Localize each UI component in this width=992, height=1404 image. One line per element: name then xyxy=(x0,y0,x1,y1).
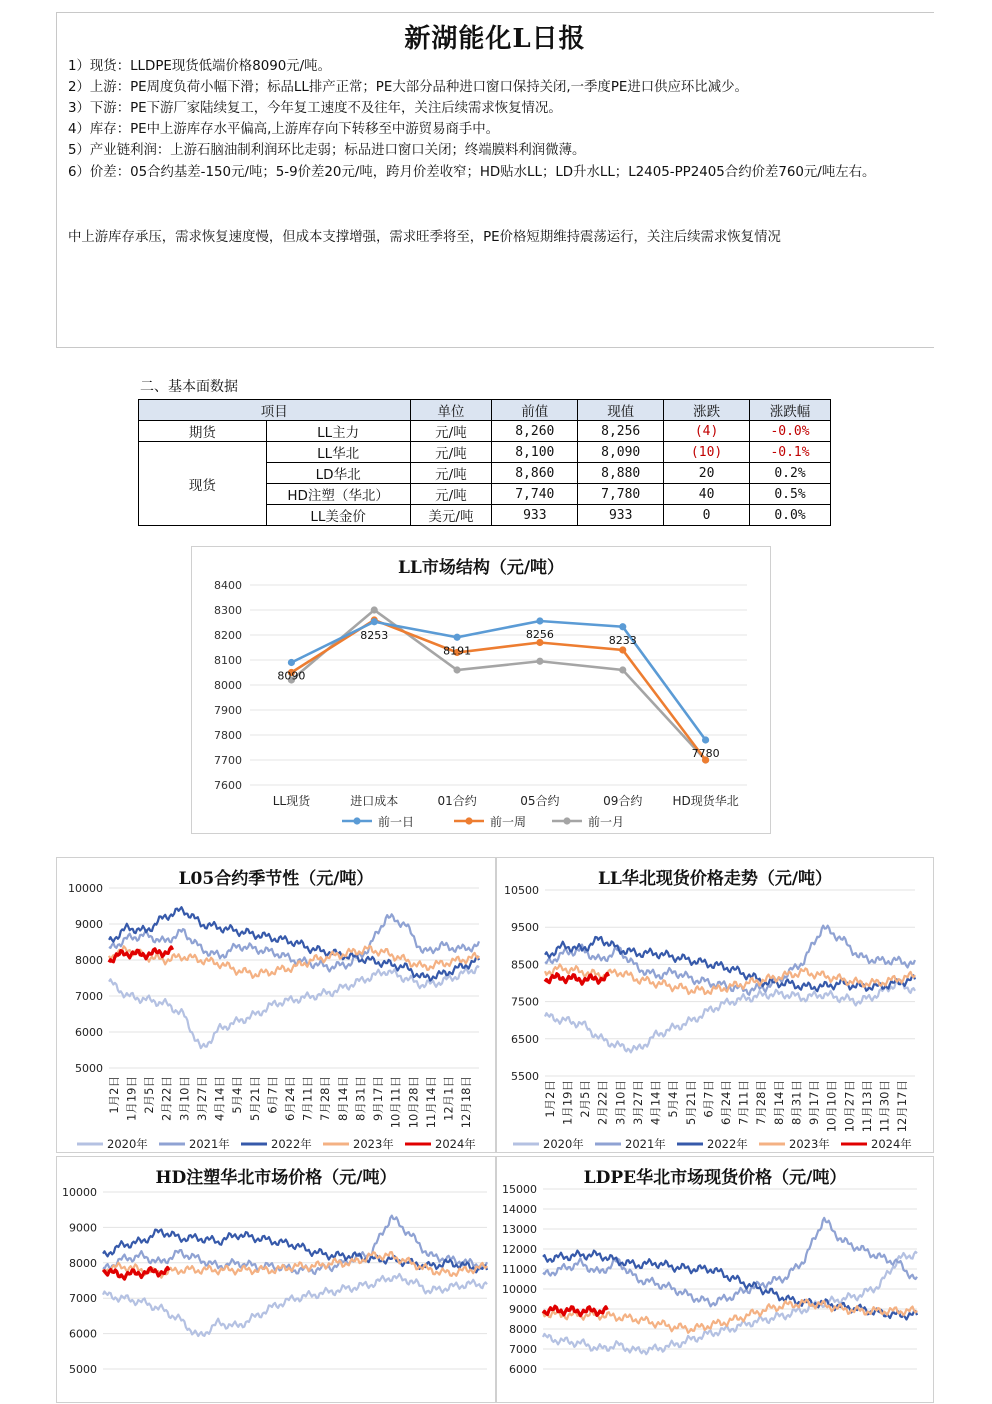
y-tick-label: 10000 xyxy=(502,1283,537,1296)
legend-label: 2020年 xyxy=(543,1137,584,1151)
data-point xyxy=(536,617,543,624)
y-tick-label: 10000 xyxy=(68,882,103,895)
x-tick-label: 3月27日 xyxy=(194,1076,209,1121)
y-tick-label: 5000 xyxy=(69,1363,97,1376)
row-chg: (4) xyxy=(664,421,750,442)
chart-hd xyxy=(56,1156,496,1403)
legend-label: 2023年 xyxy=(789,1137,830,1151)
x-tick-label: 1月2日 xyxy=(106,1076,121,1114)
x-tick-label: 1月19日 xyxy=(560,1080,575,1125)
data-label: 8191 xyxy=(443,644,472,658)
x-tick-label: 10月10日 xyxy=(824,1080,839,1133)
chart-ldpe xyxy=(496,1156,934,1403)
y-tick-label: 8000 xyxy=(509,1323,537,1336)
y-tick-label: 13000 xyxy=(502,1223,537,1236)
y-tick-label: 10000 xyxy=(62,1186,97,1199)
y-tick-label: 8200 xyxy=(214,629,242,642)
row-pct: -0.1% xyxy=(750,442,831,463)
x-tick-label: 5月4日 xyxy=(230,1076,245,1114)
row-pct: -0.0% xyxy=(750,421,831,442)
x-tick-label: 8月31日 xyxy=(353,1076,368,1121)
y-tick-label: 7700 xyxy=(214,754,242,767)
x-tick-label: 11月13日 xyxy=(859,1080,874,1133)
row-unit: 元/吨 xyxy=(410,442,492,463)
x-tick-label: 1月2日 xyxy=(542,1080,557,1118)
x-tick-label: 3月27日 xyxy=(630,1080,645,1125)
x-tick-label: 3月10日 xyxy=(177,1076,192,1121)
data-point xyxy=(453,666,460,673)
x-tick-label: 7月11日 xyxy=(736,1080,751,1125)
table-row xyxy=(139,442,831,463)
data-label: 8253 xyxy=(360,628,389,642)
series-line-2024年 xyxy=(103,1268,169,1280)
report-line-1: 1）现货：LLDPE现货低端价格8090元/吨。 xyxy=(68,59,331,74)
x-tick-label: 12月1日 xyxy=(441,1076,456,1121)
x-tick-label: 6月24日 xyxy=(283,1076,297,1121)
report-line-6: 6）价差：05合约基差-150元/吨；5-9价差20元/吨，跨月价差收窄；HD贴水LL；LD升水LL；L2405-PP2405合约价差760元/吨左右。 xyxy=(68,165,876,180)
x-tick-label: 6月24日 xyxy=(719,1080,733,1125)
row-chg: 20 xyxy=(664,463,750,484)
data-point xyxy=(619,623,626,630)
y-tick-label: 6000 xyxy=(75,1026,103,1039)
legend-label: 2020年 xyxy=(107,1137,148,1151)
y-tick-label: 9000 xyxy=(509,1303,537,1316)
chart-hd-svg xyxy=(57,1157,495,1404)
row-item: HD注塑（华北） xyxy=(266,484,410,505)
x-tick-label: 09合约 xyxy=(603,794,643,808)
data-point xyxy=(536,658,543,665)
y-tick-label: 12000 xyxy=(502,1243,537,1256)
x-tick-label: 9月17日 xyxy=(807,1080,822,1125)
report-title: 新湖能化L日报 xyxy=(404,24,586,54)
row-curr: 8,090 xyxy=(578,442,664,463)
row-prev: 8,100 xyxy=(492,442,578,463)
x-tick-label: 4月14日 xyxy=(212,1076,227,1121)
chart-l05-title: L05合约季节性（元/吨） xyxy=(178,869,374,889)
data-label: 8233 xyxy=(608,633,637,647)
data-point xyxy=(453,634,460,641)
row-unit: 元/吨 xyxy=(410,484,492,505)
header-curr: 现值 xyxy=(578,400,664,421)
y-tick-label: 7900 xyxy=(214,704,242,717)
series-line-2022年 xyxy=(109,907,479,980)
x-tick-label: 05合约 xyxy=(520,794,560,808)
row-unit: 美元/吨 xyxy=(410,505,492,526)
row-curr: 8,256 xyxy=(578,421,664,442)
legend-label: 2022年 xyxy=(707,1137,748,1151)
row-unit: 元/吨 xyxy=(410,463,492,484)
report-line-5: 5）产业链利润：上游石脑油制利润环比走弱；标品进口窗口关闭；终端膜料利润微薄。 xyxy=(68,143,586,158)
x-tick-label: 5月4日 xyxy=(666,1080,681,1118)
y-tick-label: 8400 xyxy=(214,579,242,592)
legend-label: 2021年 xyxy=(189,1137,230,1151)
x-tick-label: 8月31日 xyxy=(789,1080,804,1125)
y-tick-label: 11000 xyxy=(502,1263,537,1276)
row-pct: 0.2% xyxy=(750,463,831,484)
table-header-row xyxy=(139,400,831,421)
row-item: LL主力 xyxy=(266,421,410,442)
chart-l05 xyxy=(56,857,496,1153)
legend-label: 2024年 xyxy=(435,1137,476,1151)
chart-structure xyxy=(191,546,771,834)
data-label: 8090 xyxy=(277,669,306,683)
x-tick-label: 10月27日 xyxy=(842,1080,857,1133)
x-tick-label: HD现货华北 xyxy=(672,794,739,808)
y-tick-label: 15000 xyxy=(502,1183,537,1196)
x-tick-label: 12月18日 xyxy=(459,1076,474,1129)
data-point xyxy=(371,618,378,625)
table-row xyxy=(139,421,831,442)
chart-llnorth-svg xyxy=(497,858,933,1152)
y-tick-label: 5500 xyxy=(511,1070,539,1083)
row-unit: 元/吨 xyxy=(410,421,492,442)
series-line-0 xyxy=(291,621,705,740)
x-tick-label: 10月11日 xyxy=(388,1076,403,1129)
x-tick-label: 5月21日 xyxy=(683,1080,698,1125)
row-pct: 0.5% xyxy=(750,484,831,505)
x-tick-label: 01合约 xyxy=(437,794,477,808)
y-tick-label: 7000 xyxy=(69,1292,97,1306)
report-summary: 中上游库存承压，需求恢复速度慢，但成本支撑增强，需求旺季将至，PE价格短期维持震荡运行，关注后续需求恢复情况 xyxy=(68,230,781,245)
row-item: LD华北 xyxy=(266,463,410,484)
row-curr: 8,880 xyxy=(578,463,664,484)
legend-label: 前一日 xyxy=(378,815,415,829)
legend-label: 2022年 xyxy=(271,1137,312,1151)
row-chg: 0 xyxy=(664,505,750,526)
y-tick-label: 7500 xyxy=(511,995,539,1009)
legend-label: 2021年 xyxy=(625,1137,666,1151)
y-tick-label: 8500 xyxy=(511,958,539,972)
x-tick-label: 6月7日 xyxy=(701,1080,716,1118)
x-tick-label: 7月11日 xyxy=(300,1076,315,1121)
x-tick-label: 9月17日 xyxy=(371,1076,386,1121)
row-item: LL华北 xyxy=(266,442,410,463)
row-chg: (10) xyxy=(664,442,750,463)
x-tick-label: LL现货 xyxy=(272,794,311,808)
y-tick-label: 7000 xyxy=(509,1343,537,1356)
y-tick-label: 6500 xyxy=(511,1032,539,1046)
header-pct: 涨跌幅 xyxy=(750,400,831,421)
x-tick-label: 2月5日 xyxy=(578,1080,593,1118)
legend-marker xyxy=(465,817,472,824)
x-tick-label: 8月14日 xyxy=(335,1076,350,1121)
row-prev: 7,740 xyxy=(492,484,578,505)
report-line-3: 3）下游：PE下游厂家陆续复工，今年复工速度不及往年，关注后续需求恢复情况。 xyxy=(68,101,562,116)
y-tick-label: 9500 xyxy=(511,921,539,935)
x-tick-label: 3月10日 xyxy=(613,1080,628,1125)
x-tick-label: 10月28日 xyxy=(406,1076,421,1129)
chart-llnorth xyxy=(496,857,934,1153)
y-tick-label: 9000 xyxy=(75,918,103,931)
x-tick-label: 7月28日 xyxy=(318,1076,333,1121)
legend-label: 2024年 xyxy=(871,1137,912,1151)
row-curr: 7,780 xyxy=(578,484,664,505)
y-tick-label: 5000 xyxy=(75,1062,103,1075)
x-tick-label: 7月28日 xyxy=(754,1080,769,1125)
chart-structure-title: LL市场结构（元/吨） xyxy=(397,558,565,578)
data-point xyxy=(288,659,295,666)
x-tick-label: 11月14日 xyxy=(423,1076,438,1129)
header-item: 项目 xyxy=(139,400,411,421)
y-tick-label: 8000 xyxy=(75,954,103,967)
row-pct: 0.0% xyxy=(750,505,831,526)
row-item: LL美金价 xyxy=(266,505,410,526)
x-tick-label: 12月17日 xyxy=(895,1080,910,1133)
chart-ldpe-title: LDPE华北市场现货价格（元/吨） xyxy=(583,1168,847,1188)
y-tick-label: 8000 xyxy=(214,679,242,692)
y-tick-label: 9000 xyxy=(69,1221,97,1235)
row-prev: 8,860 xyxy=(492,463,578,484)
legend-label: 前一周 xyxy=(490,815,527,829)
series-line-2020年 xyxy=(543,1252,917,1354)
group-futures: 期货 xyxy=(139,421,267,442)
series-line-2020年 xyxy=(545,981,915,1053)
row-curr: 933 xyxy=(578,505,664,526)
chart-hd-title: HD注塑华北市场价格（元/吨） xyxy=(155,1168,397,1188)
legend-label: 前一月 xyxy=(588,815,625,829)
data-point xyxy=(619,646,626,653)
row-chg: 40 xyxy=(664,484,750,505)
chart-ldpe-svg xyxy=(497,1157,933,1404)
data-point xyxy=(371,606,378,613)
series-line-2020年 xyxy=(103,1274,487,1336)
chart-l05-svg xyxy=(57,858,495,1152)
header-prev: 前值 xyxy=(492,400,578,421)
y-tick-label: 7600 xyxy=(214,779,242,792)
y-tick-label: 6000 xyxy=(69,1327,97,1341)
x-tick-label: 2月22日 xyxy=(159,1076,174,1121)
report-line-4: 4）库存：PE中上游库存水平偏高,上游库存向下转移至中游贸易商手中。 xyxy=(68,122,500,137)
header-chg: 涨跌 xyxy=(664,400,750,421)
x-tick-label: 1月19日 xyxy=(124,1076,139,1121)
x-tick-label: 5月21日 xyxy=(247,1076,262,1121)
data-label: 7780 xyxy=(691,747,720,760)
row-prev: 8,260 xyxy=(492,421,578,442)
group-spot: 现货 xyxy=(139,442,267,526)
series-line-1 xyxy=(291,620,705,760)
header-unit: 单位 xyxy=(410,400,492,421)
data-point xyxy=(619,666,626,673)
y-tick-label: 7000 xyxy=(75,990,103,1003)
data-point xyxy=(702,736,709,743)
legend-marker xyxy=(353,817,360,824)
section-title: 二、基本面数据 xyxy=(140,379,238,395)
x-tick-label: 2月22日 xyxy=(595,1080,610,1125)
report-line-2: 2）上游：PE周度负荷小幅下滑；标品LL排产正常；PE大部分品种进口窗口保持关闭,一季度PE进口供应环比减少。 xyxy=(68,80,748,95)
legend-label: 2023年 xyxy=(353,1137,394,1151)
x-tick-label: 8月14日 xyxy=(771,1080,786,1125)
y-tick-label: 7800 xyxy=(214,729,242,742)
y-tick-label: 14000 xyxy=(502,1203,537,1216)
y-tick-label: 6000 xyxy=(509,1363,537,1376)
x-tick-label: 4月14日 xyxy=(648,1080,663,1125)
row-prev: 933 xyxy=(492,505,578,526)
x-tick-label: 6月7日 xyxy=(265,1076,280,1114)
series-line-2020年 xyxy=(109,966,479,1048)
y-tick-label: 8000 xyxy=(69,1256,97,1270)
y-tick-label: 8300 xyxy=(214,604,242,617)
y-tick-label: 8100 xyxy=(214,654,242,667)
y-tick-label: 10500 xyxy=(504,884,539,897)
x-tick-label: 进口成本 xyxy=(350,794,399,808)
data-label: 8256 xyxy=(525,628,554,641)
x-tick-label: 2月5日 xyxy=(142,1076,157,1114)
chart-structure-svg xyxy=(192,547,770,833)
fundamental-data-table xyxy=(138,399,831,526)
x-tick-label: 11月30日 xyxy=(877,1080,892,1133)
chart-llnorth-title: LL华北现货价格走势（元/吨） xyxy=(597,869,833,889)
legend-marker xyxy=(563,817,570,824)
series-line-2021年 xyxy=(543,1218,917,1307)
